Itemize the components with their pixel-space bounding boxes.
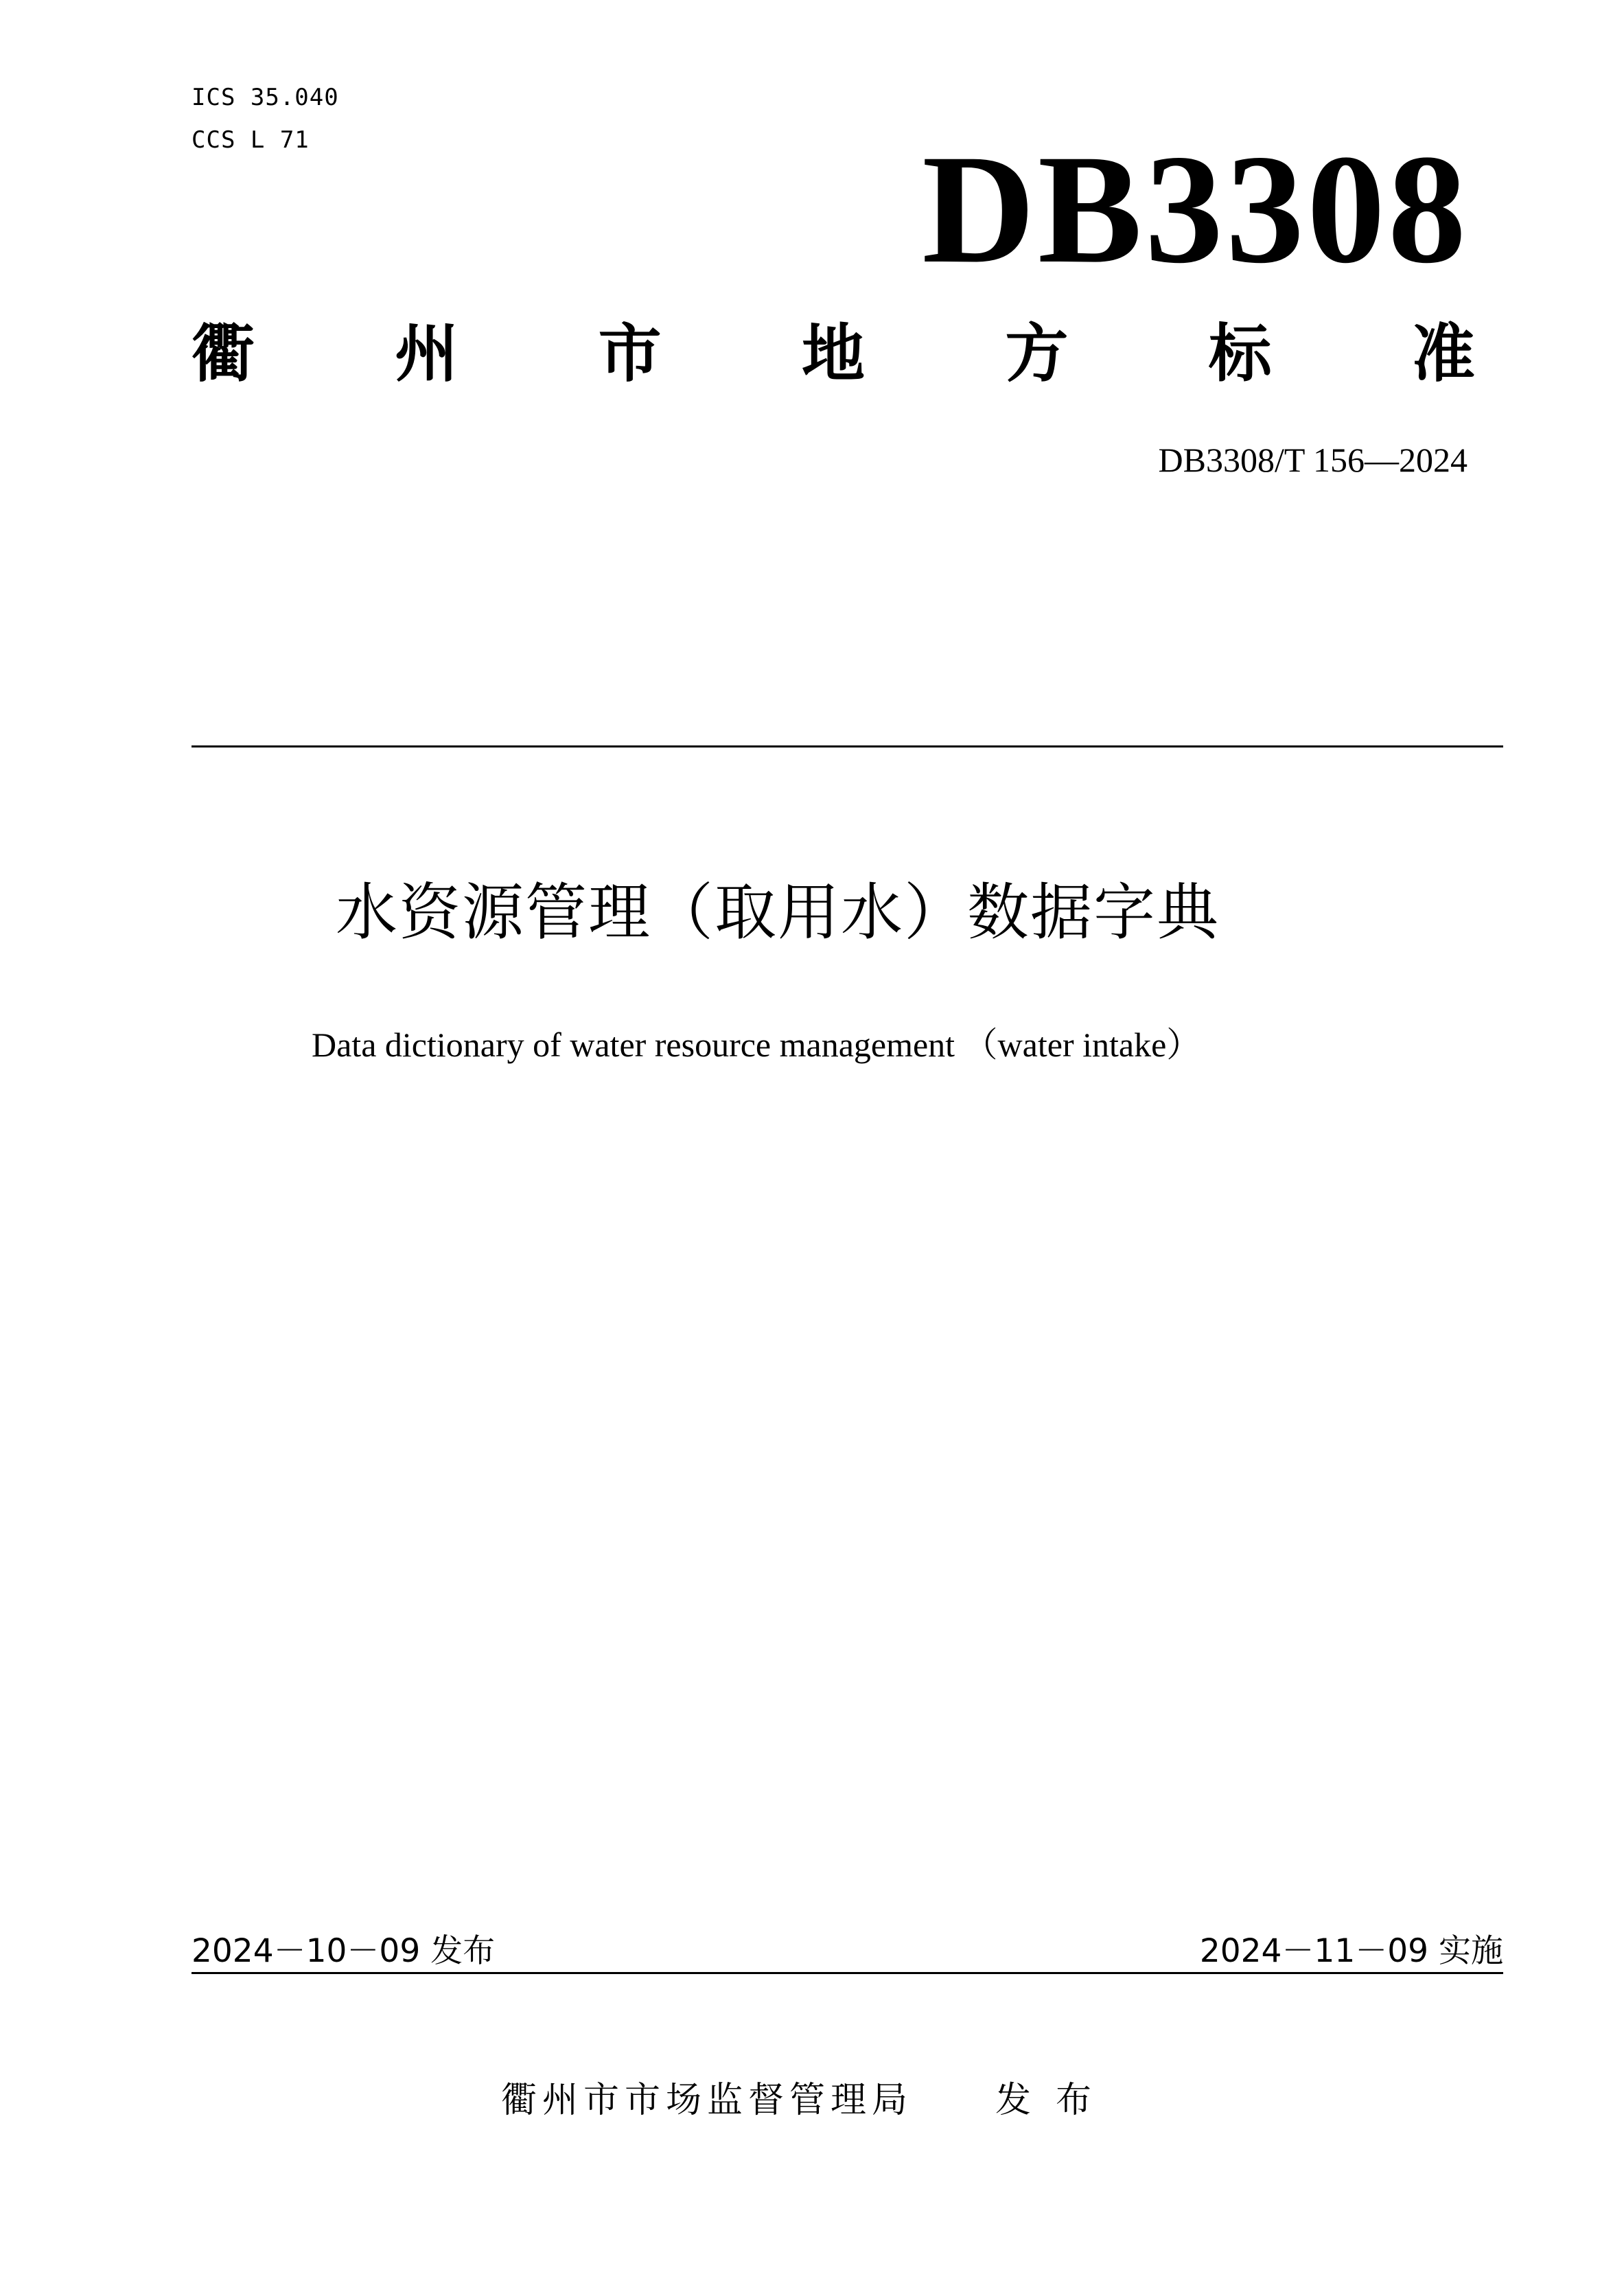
standard-type-char: 方 [1005,316,1069,391]
issue-date: 2024－10－09 发布 [192,1932,496,1970]
standard-number: DB3308/T 156—2024 [1158,441,1468,479]
implementation-date: 2024－11－09 实施 [1199,1932,1503,1970]
bottom-divider [192,1972,1503,1974]
english-title: Data dictionary of water resource management （water intake） [312,1025,1201,1064]
standard-type-char: 州 [395,316,459,391]
standard-type-char: 标 [1208,316,1272,391]
standard-logo: DB3308 [922,123,1469,296]
standard-type-char: 地 [801,316,865,391]
ics-code: ICS 35.040 [192,84,339,111]
chinese-title: 水资源管理（取用水）数据字典 [336,877,1220,949]
standard-type-heading [192,316,1475,391]
publish-label: 发布 [995,2080,1117,2121]
top-divider [192,745,1503,747]
ccs-code: CCS L 71 [192,126,310,154]
publisher-line [0,2078,1624,2122]
standard-type-char: 市 [598,316,662,391]
standard-type-char: 准 [1411,316,1475,391]
publisher-name: 衢州市市场监督管理局 [500,2080,913,2121]
standard-type-char: 衢 [192,316,255,391]
